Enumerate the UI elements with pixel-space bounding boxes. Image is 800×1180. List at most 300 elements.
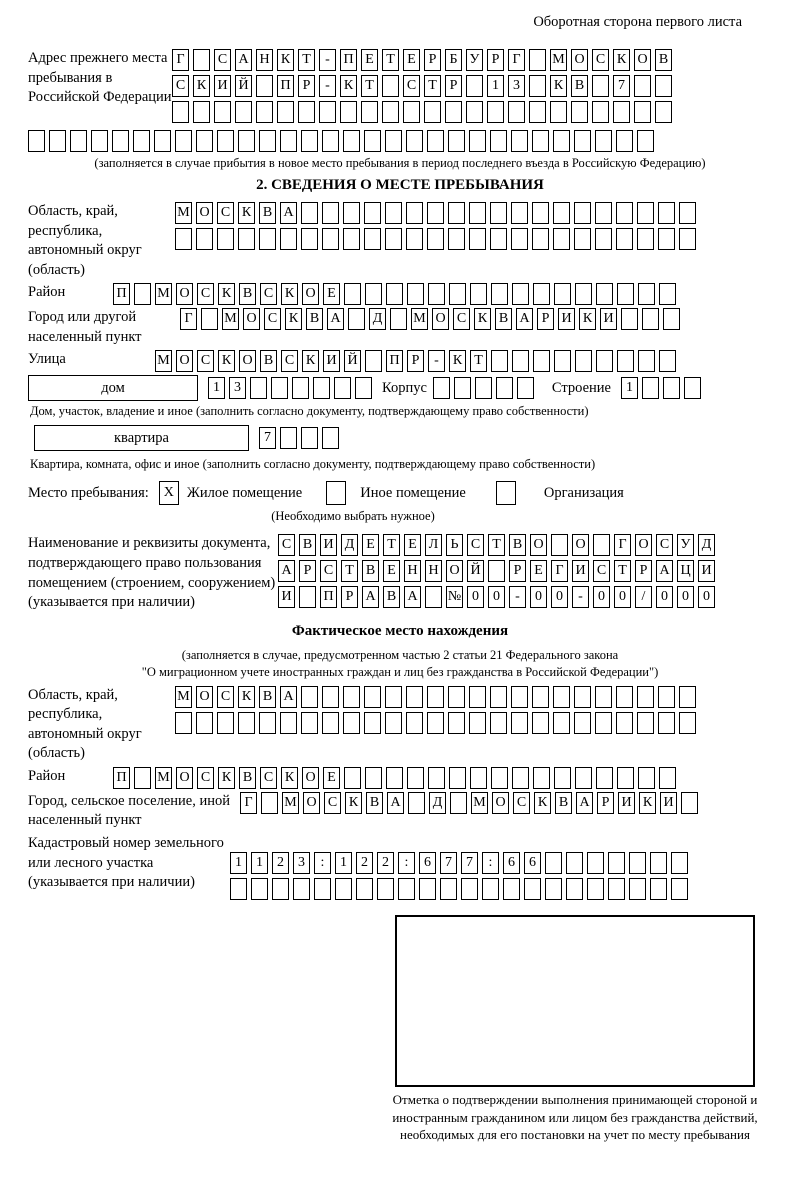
char-cell[interactable] — [511, 712, 528, 734]
char-cell[interactable] — [655, 75, 672, 97]
char-cell[interactable]: О — [302, 767, 319, 789]
char-cell[interactable]: С — [197, 283, 214, 305]
char-cell[interactable] — [217, 712, 234, 734]
char-cell[interactable] — [322, 130, 339, 152]
char-cell[interactable] — [28, 130, 45, 152]
char-cell[interactable]: В — [239, 283, 256, 305]
char-cell[interactable] — [616, 228, 633, 250]
char-cell[interactable] — [511, 228, 528, 250]
char-cell[interactable] — [364, 202, 381, 224]
char-cell[interactable] — [659, 350, 676, 372]
char-cell[interactable] — [172, 101, 189, 123]
char-cell[interactable] — [299, 586, 316, 608]
char-cell[interactable] — [637, 130, 654, 152]
char-cell[interactable] — [574, 686, 591, 708]
char-cell[interactable] — [134, 767, 151, 789]
char-cell[interactable] — [440, 878, 457, 900]
char-cell[interactable]: А — [235, 49, 252, 71]
char-cell[interactable] — [298, 101, 315, 123]
char-cell[interactable]: Р — [298, 75, 315, 97]
char-cell[interactable]: М — [282, 792, 299, 814]
char-cell[interactable] — [608, 852, 625, 874]
char-cell[interactable] — [469, 712, 486, 734]
char-cell[interactable] — [344, 767, 361, 789]
char-cell[interactable] — [595, 130, 612, 152]
char-cell[interactable]: С — [197, 767, 214, 789]
char-cell[interactable]: В — [655, 49, 672, 71]
char-cell[interactable] — [428, 767, 445, 789]
char-cell[interactable] — [112, 130, 129, 152]
char-cell[interactable] — [301, 686, 318, 708]
char-cell[interactable] — [613, 101, 630, 123]
char-cell[interactable]: 3 — [229, 377, 246, 399]
char-cell[interactable]: Д — [698, 534, 715, 556]
char-cell[interactable] — [617, 283, 634, 305]
char-cell[interactable] — [406, 228, 423, 250]
char-cell[interactable]: И — [558, 308, 575, 330]
char-cell[interactable] — [533, 283, 550, 305]
char-cell[interactable]: - — [319, 75, 336, 97]
char-cell[interactable] — [175, 228, 192, 250]
char-cell[interactable]: П — [277, 75, 294, 97]
char-cell[interactable] — [511, 130, 528, 152]
char-cell[interactable]: Р — [537, 308, 554, 330]
char-cell[interactable] — [280, 228, 297, 250]
char-cell[interactable]: Р — [445, 75, 462, 97]
char-cell[interactable]: С — [513, 792, 530, 814]
char-cell[interactable] — [340, 101, 357, 123]
char-cell[interactable]: К — [238, 202, 255, 224]
char-cell[interactable]: Д — [369, 308, 386, 330]
apartment-type-box[interactable]: квартира — [34, 425, 249, 451]
char-cell[interactable] — [491, 767, 508, 789]
char-cell[interactable] — [679, 228, 696, 250]
char-cell[interactable] — [348, 308, 365, 330]
char-cell[interactable] — [365, 350, 382, 372]
char-cell[interactable] — [448, 202, 465, 224]
char-cell[interactable]: С — [281, 350, 298, 372]
char-cell[interactable]: Г — [180, 308, 197, 330]
char-cell[interactable]: Р — [487, 49, 504, 71]
char-cell[interactable] — [574, 228, 591, 250]
char-cell[interactable]: Д — [341, 534, 358, 556]
char-cell[interactable] — [593, 534, 610, 556]
char-cell[interactable]: 1 — [208, 377, 225, 399]
char-cell[interactable]: Й — [344, 350, 361, 372]
char-cell[interactable]: Т — [383, 534, 400, 556]
char-cell[interactable]: П — [386, 350, 403, 372]
char-cell[interactable] — [533, 350, 550, 372]
char-cell[interactable]: 0 — [530, 586, 547, 608]
char-cell[interactable]: М — [155, 283, 172, 305]
char-cell[interactable] — [301, 712, 318, 734]
char-cell[interactable] — [575, 767, 592, 789]
char-cell[interactable] — [469, 130, 486, 152]
char-cell[interactable]: Е — [323, 283, 340, 305]
char-cell[interactable]: И — [572, 560, 589, 582]
char-cell[interactable]: : — [314, 852, 331, 874]
char-cell[interactable]: Г — [172, 49, 189, 71]
char-cell[interactable] — [448, 712, 465, 734]
char-cell[interactable] — [554, 283, 571, 305]
char-cell[interactable]: К — [639, 792, 656, 814]
char-cell[interactable]: А — [387, 792, 404, 814]
char-cell[interactable] — [445, 101, 462, 123]
char-cell[interactable]: И — [660, 792, 677, 814]
char-cell[interactable]: В — [299, 534, 316, 556]
char-cell[interactable]: С — [260, 283, 277, 305]
char-cell[interactable] — [658, 686, 675, 708]
char-cell[interactable]: М — [222, 308, 239, 330]
char-cell[interactable] — [637, 202, 654, 224]
char-cell[interactable]: М — [550, 49, 567, 71]
char-cell[interactable]: В — [259, 686, 276, 708]
char-cell[interactable] — [427, 202, 444, 224]
char-cell[interactable]: В — [366, 792, 383, 814]
char-cell[interactable] — [382, 75, 399, 97]
char-cell[interactable]: М — [155, 767, 172, 789]
char-cell[interactable] — [512, 350, 529, 372]
char-cell[interactable]: К — [340, 75, 357, 97]
char-cell[interactable] — [553, 202, 570, 224]
char-cell[interactable] — [592, 101, 609, 123]
char-cell[interactable] — [596, 283, 613, 305]
char-cell[interactable] — [684, 377, 701, 399]
char-cell[interactable] — [575, 350, 592, 372]
char-cell[interactable] — [365, 767, 382, 789]
char-cell[interactable] — [629, 852, 646, 874]
char-cell[interactable]: В — [383, 586, 400, 608]
char-cell[interactable] — [343, 202, 360, 224]
char-cell[interactable]: И — [278, 586, 295, 608]
char-cell[interactable]: А — [516, 308, 533, 330]
char-cell[interactable]: Л — [425, 534, 442, 556]
char-cell[interactable] — [517, 377, 534, 399]
char-cell[interactable] — [361, 101, 378, 123]
char-cell[interactable] — [406, 712, 423, 734]
char-cell[interactable] — [448, 686, 465, 708]
char-cell[interactable] — [235, 101, 252, 123]
char-cell[interactable]: 3 — [508, 75, 525, 97]
char-cell[interactable] — [343, 130, 360, 152]
char-cell[interactable] — [91, 130, 108, 152]
char-cell[interactable]: М — [471, 792, 488, 814]
char-cell[interactable] — [355, 377, 372, 399]
char-cell[interactable]: - — [428, 350, 445, 372]
char-cell[interactable] — [621, 308, 638, 330]
char-cell[interactable]: С — [260, 767, 277, 789]
char-cell[interactable]: В — [362, 560, 379, 582]
char-cell[interactable] — [454, 377, 471, 399]
char-cell[interactable]: В — [260, 350, 277, 372]
char-cell[interactable]: Т — [614, 560, 631, 582]
char-cell[interactable] — [403, 101, 420, 123]
char-cell[interactable]: 7 — [461, 852, 478, 874]
char-cell[interactable] — [344, 283, 361, 305]
char-cell[interactable] — [365, 283, 382, 305]
char-cell[interactable] — [512, 767, 529, 789]
char-cell[interactable]: - — [319, 49, 336, 71]
char-cell[interactable] — [314, 878, 331, 900]
char-cell[interactable] — [663, 377, 680, 399]
char-cell[interactable] — [566, 852, 583, 874]
char-cell[interactable] — [386, 767, 403, 789]
char-cell[interactable] — [545, 852, 562, 874]
char-cell[interactable]: А — [278, 560, 295, 582]
char-cell[interactable]: К — [218, 350, 235, 372]
char-cell[interactable]: О — [572, 534, 589, 556]
char-cell[interactable] — [532, 202, 549, 224]
char-cell[interactable] — [596, 767, 613, 789]
char-cell[interactable]: 0 — [467, 586, 484, 608]
char-cell[interactable]: Й — [467, 560, 484, 582]
char-cell[interactable] — [313, 377, 330, 399]
char-cell[interactable]: И — [214, 75, 231, 97]
char-cell[interactable] — [259, 712, 276, 734]
char-cell[interactable]: С — [278, 534, 295, 556]
char-cell[interactable]: Р — [424, 49, 441, 71]
char-cell[interactable]: 2 — [377, 852, 394, 874]
char-cell[interactable]: 1 — [251, 852, 268, 874]
char-cell[interactable] — [425, 586, 442, 608]
char-cell[interactable] — [272, 878, 289, 900]
char-cell[interactable] — [629, 878, 646, 900]
char-cell[interactable] — [449, 283, 466, 305]
char-cell[interactable] — [293, 878, 310, 900]
char-cell[interactable]: Т — [298, 49, 315, 71]
char-cell[interactable] — [491, 350, 508, 372]
char-cell[interactable] — [433, 377, 450, 399]
char-cell[interactable] — [256, 101, 273, 123]
char-cell[interactable] — [343, 712, 360, 734]
char-cell[interactable] — [292, 377, 309, 399]
char-cell[interactable] — [201, 308, 218, 330]
char-cell[interactable] — [193, 101, 210, 123]
char-cell[interactable]: В — [555, 792, 572, 814]
char-cell[interactable]: А — [280, 686, 297, 708]
char-cell[interactable] — [322, 712, 339, 734]
char-cell[interactable]: А — [404, 586, 421, 608]
char-cell[interactable] — [508, 101, 525, 123]
char-cell[interactable] — [658, 228, 675, 250]
char-cell[interactable]: И — [698, 560, 715, 582]
char-cell[interactable] — [659, 283, 676, 305]
char-cell[interactable]: Г — [508, 49, 525, 71]
char-cell[interactable] — [554, 767, 571, 789]
char-cell[interactable] — [596, 350, 613, 372]
char-cell[interactable] — [638, 350, 655, 372]
char-cell[interactable]: С — [324, 792, 341, 814]
char-cell[interactable]: О — [432, 308, 449, 330]
char-cell[interactable]: О — [243, 308, 260, 330]
char-cell[interactable]: Т — [424, 75, 441, 97]
char-cell[interactable]: Е — [361, 49, 378, 71]
char-cell[interactable]: Ь — [446, 534, 463, 556]
char-cell[interactable] — [280, 427, 297, 449]
char-cell[interactable]: А — [280, 202, 297, 224]
char-cell[interactable]: 0 — [488, 586, 505, 608]
char-cell[interactable] — [428, 283, 445, 305]
char-cell[interactable]: 0 — [698, 586, 715, 608]
char-cell[interactable] — [532, 686, 549, 708]
char-cell[interactable] — [490, 202, 507, 224]
char-cell[interactable]: К — [449, 350, 466, 372]
char-cell[interactable] — [250, 377, 267, 399]
char-cell[interactable] — [319, 101, 336, 123]
char-cell[interactable] — [406, 202, 423, 224]
char-cell[interactable] — [134, 283, 151, 305]
char-cell[interactable]: О — [634, 49, 651, 71]
char-cell[interactable] — [322, 202, 339, 224]
char-cell[interactable]: Б — [445, 49, 462, 71]
char-cell[interactable]: 0 — [551, 586, 568, 608]
char-cell[interactable] — [364, 228, 381, 250]
char-cell[interactable] — [196, 712, 213, 734]
char-cell[interactable] — [482, 878, 499, 900]
char-cell[interactable]: 7 — [259, 427, 276, 449]
stay-option-organization-checkbox[interactable] — [496, 481, 516, 505]
char-cell[interactable] — [595, 712, 612, 734]
char-cell[interactable]: 1 — [487, 75, 504, 97]
char-cell[interactable]: Р — [635, 560, 652, 582]
char-cell[interactable] — [175, 712, 192, 734]
char-cell[interactable] — [238, 130, 255, 152]
char-cell[interactable]: В — [239, 767, 256, 789]
char-cell[interactable] — [469, 202, 486, 224]
char-cell[interactable]: К — [218, 283, 235, 305]
char-cell[interactable] — [642, 377, 659, 399]
char-cell[interactable] — [511, 686, 528, 708]
char-cell[interactable]: 3 — [293, 852, 310, 874]
char-cell[interactable] — [470, 767, 487, 789]
char-cell[interactable]: 6 — [503, 852, 520, 874]
char-cell[interactable]: М — [175, 202, 192, 224]
char-cell[interactable] — [280, 130, 297, 152]
char-cell[interactable]: К — [534, 792, 551, 814]
char-cell[interactable] — [280, 712, 297, 734]
char-cell[interactable] — [550, 101, 567, 123]
char-cell[interactable] — [650, 852, 667, 874]
char-cell[interactable]: О — [571, 49, 588, 71]
char-cell[interactable]: У — [466, 49, 483, 71]
char-cell[interactable] — [301, 228, 318, 250]
char-cell[interactable] — [595, 202, 612, 224]
char-cell[interactable]: К — [281, 767, 298, 789]
char-cell[interactable]: В — [495, 308, 512, 330]
char-cell[interactable] — [277, 101, 294, 123]
char-cell[interactable] — [470, 283, 487, 305]
char-cell[interactable]: М — [175, 686, 192, 708]
char-cell[interactable] — [529, 101, 546, 123]
char-cell[interactable] — [256, 75, 273, 97]
char-cell[interactable]: С — [592, 49, 609, 71]
char-cell[interactable] — [448, 130, 465, 152]
char-cell[interactable]: О — [492, 792, 509, 814]
char-cell[interactable]: И — [320, 534, 337, 556]
char-cell[interactable] — [398, 878, 415, 900]
char-cell[interactable] — [545, 878, 562, 900]
char-cell[interactable]: Й — [235, 75, 252, 97]
char-cell[interactable]: П — [340, 49, 357, 71]
char-cell[interactable]: О — [303, 792, 320, 814]
char-cell[interactable] — [335, 878, 352, 900]
char-cell[interactable] — [617, 767, 634, 789]
char-cell[interactable] — [616, 686, 633, 708]
char-cell[interactable] — [511, 202, 528, 224]
char-cell[interactable] — [154, 130, 171, 152]
char-cell[interactable] — [529, 75, 546, 97]
char-cell[interactable]: К — [579, 308, 596, 330]
char-cell[interactable]: О — [176, 767, 193, 789]
char-cell[interactable] — [461, 878, 478, 900]
char-cell[interactable] — [574, 712, 591, 734]
char-cell[interactable] — [385, 712, 402, 734]
char-cell[interactable] — [217, 228, 234, 250]
char-cell[interactable] — [193, 49, 210, 71]
char-cell[interactable]: К — [302, 350, 319, 372]
char-cell[interactable]: 7 — [440, 852, 457, 874]
char-cell[interactable] — [322, 686, 339, 708]
char-cell[interactable] — [496, 377, 513, 399]
char-cell[interactable]: С — [593, 560, 610, 582]
char-cell[interactable]: Р — [341, 586, 358, 608]
char-cell[interactable] — [571, 101, 588, 123]
char-cell[interactable] — [466, 75, 483, 97]
char-cell[interactable]: С — [197, 350, 214, 372]
char-cell[interactable]: Д — [429, 792, 446, 814]
char-cell[interactable]: А — [656, 560, 673, 582]
char-cell[interactable]: 2 — [356, 852, 373, 874]
char-cell[interactable] — [427, 686, 444, 708]
char-cell[interactable] — [334, 377, 351, 399]
char-cell[interactable] — [681, 792, 698, 814]
char-cell[interactable]: Е — [403, 49, 420, 71]
char-cell[interactable] — [608, 878, 625, 900]
char-cell[interactable] — [406, 686, 423, 708]
char-cell[interactable] — [196, 130, 213, 152]
char-cell[interactable] — [587, 852, 604, 874]
char-cell[interactable]: К — [281, 283, 298, 305]
char-cell[interactable]: Е — [323, 767, 340, 789]
char-cell[interactable]: Е — [362, 534, 379, 556]
char-cell[interactable] — [271, 377, 288, 399]
char-cell[interactable] — [214, 101, 231, 123]
char-cell[interactable] — [637, 686, 654, 708]
stay-option-other-checkbox[interactable] — [326, 481, 346, 505]
char-cell[interactable] — [450, 792, 467, 814]
house-type-box[interactable]: дом — [28, 375, 198, 401]
char-cell[interactable] — [385, 130, 402, 152]
char-cell[interactable]: М — [411, 308, 428, 330]
char-cell[interactable]: С — [656, 534, 673, 556]
char-cell[interactable]: К — [613, 49, 630, 71]
char-cell[interactable]: 7 — [613, 75, 630, 97]
char-cell[interactable] — [566, 878, 583, 900]
char-cell[interactable]: С — [467, 534, 484, 556]
char-cell[interactable] — [553, 712, 570, 734]
char-cell[interactable]: Н — [256, 49, 273, 71]
char-cell[interactable] — [663, 308, 680, 330]
stay-option-residential-checkbox[interactable]: X — [159, 481, 179, 505]
char-cell[interactable]: С — [172, 75, 189, 97]
char-cell[interactable]: К — [238, 686, 255, 708]
char-cell[interactable]: Е — [404, 534, 421, 556]
char-cell[interactable]: О — [635, 534, 652, 556]
char-cell[interactable] — [642, 308, 659, 330]
char-cell[interactable]: № — [446, 586, 463, 608]
char-cell[interactable] — [449, 767, 466, 789]
char-cell[interactable]: С — [320, 560, 337, 582]
